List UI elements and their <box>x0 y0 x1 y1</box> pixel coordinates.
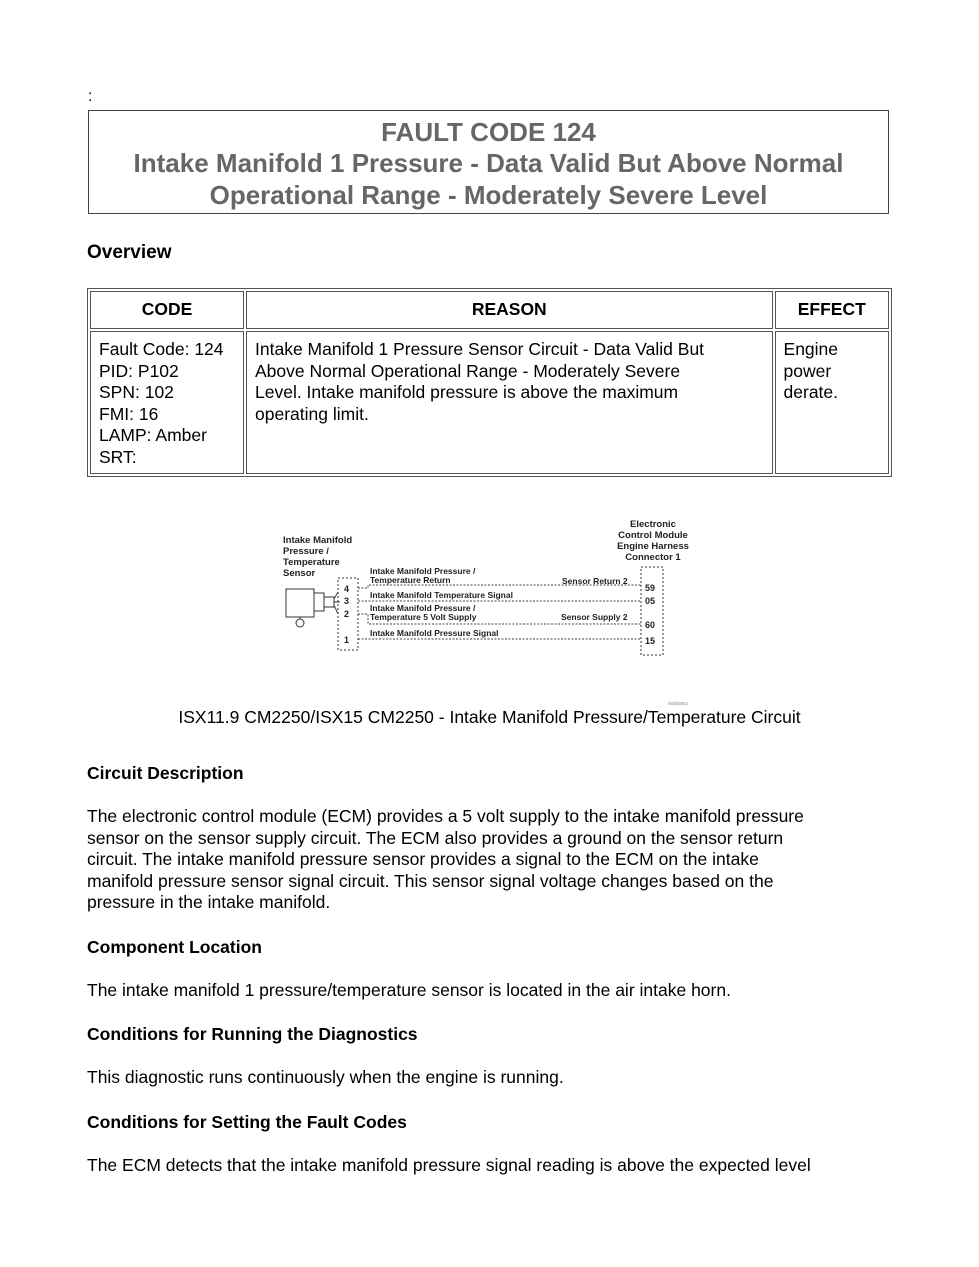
ecm-pin-59: 59 <box>645 583 656 593</box>
sensor-pin-4: 4 <box>344 584 350 594</box>
wire-label-supply: Temperature 5 Volt Supply <box>370 612 477 622</box>
ecm-pin-15: 15 <box>645 636 656 646</box>
running-conditions-heading: Conditions for Running the Diagnostics <box>87 1024 418 1044</box>
header-code: CODE <box>90 291 244 329</box>
paragraph-line: sensor on the sensor supply circuit. The ECM also provides a ground on the sensor return <box>87 827 784 848</box>
wire-label-pressure-signal: Intake Manifold Pressure Signal <box>370 628 499 638</box>
lamp-value: LAMP: Amber <box>99 425 207 445</box>
component-location-heading: Component Location <box>87 937 262 957</box>
spn-value: SPN: 102 <box>99 382 174 402</box>
sensor-pin-1: 1 <box>344 635 350 645</box>
effect-line: power <box>783 360 832 381</box>
header-reason: REASON <box>246 291 773 329</box>
fmi-value: FMI: 16 <box>99 403 159 424</box>
ecm-label-line: Engine Harness <box>617 541 689 552</box>
paragraph-line: circuit. The intake manifold pressure sensor provides a signal to the ECM on the intake <box>87 849 759 869</box>
ecm-label-line: Electronic <box>630 519 676 530</box>
circuit-description-text <box>87 806 887 914</box>
fault-code-title: FAULT CODE 124 <box>381 117 596 147</box>
reason-line: operating limit. <box>255 403 369 424</box>
ecm-pin-60: 60 <box>645 620 656 630</box>
overview-heading: Overview <box>87 242 172 263</box>
sensor-label-line: Intake Manifold <box>283 535 353 546</box>
fault-description-line-1: Intake Manifold 1 Pressure - Data Valid But Above Normal <box>133 148 844 178</box>
circuit-diagram <box>278 515 708 710</box>
srt-value: SRT: <box>99 446 137 467</box>
diagram-ref-code: h6d0b0b2 <box>668 701 689 706</box>
reason-cell <box>246 331 773 474</box>
setting-conditions-heading: Conditions for Setting the Fault Codes <box>87 1112 407 1132</box>
wire-label-return: Temperature Return <box>370 575 451 585</box>
wire-label-supply: Intake Manifold Pressure / <box>370 603 476 613</box>
reason-line: Intake Manifold 1 Pressure Sensor Circuit - Data Valid But <box>255 339 705 359</box>
sensor-pin-2: 2 <box>344 609 350 619</box>
code-cell <box>90 331 244 474</box>
header-effect: EFFECT <box>775 291 889 329</box>
paragraph-line: manifold pressure sensor signal circuit. This sensor signal voltage changes based on the <box>87 870 774 891</box>
reason-line: Above Normal Operational Range - Moderately Severe <box>255 360 681 381</box>
fault-overview-table <box>87 288 892 477</box>
sensor-label-line: Temperature <box>283 557 340 568</box>
wire-label-return: Intake Manifold Pressure / <box>370 566 476 576</box>
table-row <box>90 331 889 474</box>
effect-cell <box>775 331 889 474</box>
sensor-symbol <box>286 589 340 627</box>
paragraph-line: pressure in the intake manifold. <box>87 892 331 912</box>
running-conditions-text: This diagnostic runs continuously when the engine is running. <box>87 1067 564 1087</box>
setting-conditions-text: The ECM detects that the intake manifold pressure signal reading is above the expected level <box>87 1155 811 1175</box>
pid-value: PID: P102 <box>99 360 179 381</box>
ecm-label-line: Connector 1 <box>625 552 681 563</box>
component-location-text: The intake manifold 1 pressure/temperature sensor is located in the air intake horn. <box>87 980 731 1000</box>
leading-colon: : <box>88 88 93 105</box>
fault-description-line-2: Operational Range - Moderately Severe Level <box>209 180 768 210</box>
wire-label-sensor-return-2: Sensor Return 2 <box>562 576 628 586</box>
wire-label-sensor-supply-2: Sensor Supply 2 <box>561 612 628 622</box>
diagram-caption: ISX11.9 CM2250/ISX15 CM2250 - Intake Manifold Pressure/Temperature Circuit <box>178 707 801 727</box>
sensor-label-line: Sensor <box>283 568 316 579</box>
sensor-label-line: Pressure / <box>283 546 329 557</box>
ecm-pin-05: 05 <box>645 596 656 606</box>
effect-line: derate. <box>783 382 839 402</box>
effect-line: Engine <box>783 339 839 359</box>
reason-line: Level. Intake manifold pressure is above the maximum <box>255 382 679 402</box>
ecm-label-line: Control Module <box>618 530 688 541</box>
fault-title-box <box>88 110 889 214</box>
table-header-row <box>90 291 889 329</box>
wire-label-temp-signal: Intake Manifold Temperature Signal <box>370 590 513 600</box>
sensor-pin-3: 3 <box>344 596 350 606</box>
paragraph-line: The electronic control module (ECM) provides a 5 volt supply to the intake manifold pressure <box>87 806 804 826</box>
fault-code-value: Fault Code: 124 <box>99 339 224 359</box>
circuit-description-heading: Circuit Description <box>87 763 244 783</box>
